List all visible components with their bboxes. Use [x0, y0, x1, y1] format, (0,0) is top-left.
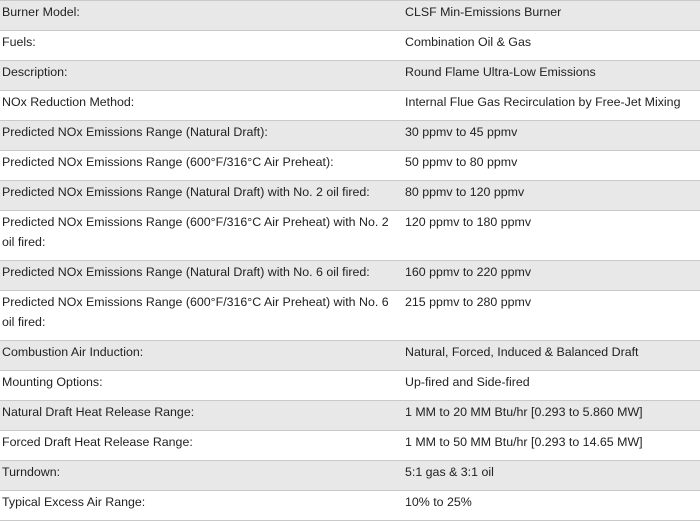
- spec-value: 10% to 25%: [400, 491, 700, 521]
- spec-value: 50 ppmv to 80 ppmv: [400, 151, 700, 181]
- spec-row-nox-air-preheat-no6-oil: [0, 291, 700, 341]
- spec-row-nox-natural-draft: [0, 121, 700, 151]
- spec-row-mounting-options: [0, 371, 700, 401]
- spec-label: Predicted NOx Emissions Range (Natural Draft):: [0, 121, 400, 151]
- spec-row-nox-reduction-method: [0, 91, 700, 121]
- spec-label: Turndown:: [0, 461, 400, 491]
- spec-row-forced-draft-heat-release: [0, 431, 700, 461]
- spec-row-fuels: [0, 31, 700, 61]
- spec-label: Burner Model:: [0, 1, 400, 31]
- spec-value: Combination Oil & Gas: [400, 31, 700, 61]
- spec-row-turndown: [0, 461, 700, 491]
- spec-value: 30 ppmv to 45 ppmv: [400, 121, 700, 151]
- spec-label: Predicted NOx Emissions Range (Natural Draft) with No. 2 oil fired:: [0, 181, 400, 211]
- spec-row-nox-air-preheat-no2-oil: [0, 211, 700, 261]
- spec-row-nox-air-preheat: [0, 151, 700, 181]
- spec-row-description: [0, 61, 700, 91]
- spec-value: Up-fired and Side-fired: [400, 371, 700, 401]
- spec-label: Description:: [0, 61, 400, 91]
- spec-label: Forced Draft Heat Release Range:: [0, 431, 400, 461]
- spec-value: 5:1 gas & 3:1 oil: [400, 461, 700, 491]
- spec-value: 80 ppmv to 120 ppmv: [400, 181, 700, 211]
- spec-value: CLSF Min-Emissions Burner: [400, 1, 700, 31]
- spec-value: Round Flame Ultra-Low Emissions: [400, 61, 700, 91]
- spec-value: 215 ppmv to 280 ppmv: [400, 291, 700, 341]
- spec-label: Predicted NOx Emissions Range (600°F/316°C Air Preheat) with No. 6 oil fired:: [0, 291, 400, 341]
- spec-row-nox-natural-draft-no6-oil: [0, 261, 700, 291]
- spec-value: 160 ppmv to 220 ppmv: [400, 261, 700, 291]
- spec-value: Natural, Forced, Induced & Balanced Draft: [400, 341, 700, 371]
- spec-label: Mounting Options:: [0, 371, 400, 401]
- spec-row-natural-draft-heat-release: [0, 401, 700, 431]
- spec-row-burner-model: [0, 1, 700, 31]
- spec-label: Predicted NOx Emissions Range (Natural Draft) with No. 6 oil fired:: [0, 261, 400, 291]
- spec-label: Predicted NOx Emissions Range (600°F/316°C Air Preheat) with No. 2 oil fired:: [0, 211, 400, 261]
- spec-label: Natural Draft Heat Release Range:: [0, 401, 400, 431]
- spec-value: Internal Flue Gas Recirculation by Free-Jet Mixing: [400, 91, 700, 121]
- spec-value: 1 MM to 20 MM Btu/hr [0.293 to 5.860 MW]: [400, 401, 700, 431]
- spec-row-nox-natural-draft-no2-oil: [0, 181, 700, 211]
- spec-label: Predicted NOx Emissions Range (600°F/316°C Air Preheat):: [0, 151, 400, 181]
- spec-value: 120 ppmv to 180 ppmv: [400, 211, 700, 261]
- spec-label: Fuels:: [0, 31, 400, 61]
- spec-label: NOx Reduction Method:: [0, 91, 400, 121]
- spec-label: Combustion Air Induction:: [0, 341, 400, 371]
- spec-label: Typical Excess Air Range:: [0, 491, 400, 521]
- spec-row-combustion-air-induction: [0, 341, 700, 371]
- spec-value: 1 MM to 50 MM Btu/hr [0.293 to 14.65 MW]: [400, 431, 700, 461]
- spec-row-typical-excess-air: [0, 491, 700, 521]
